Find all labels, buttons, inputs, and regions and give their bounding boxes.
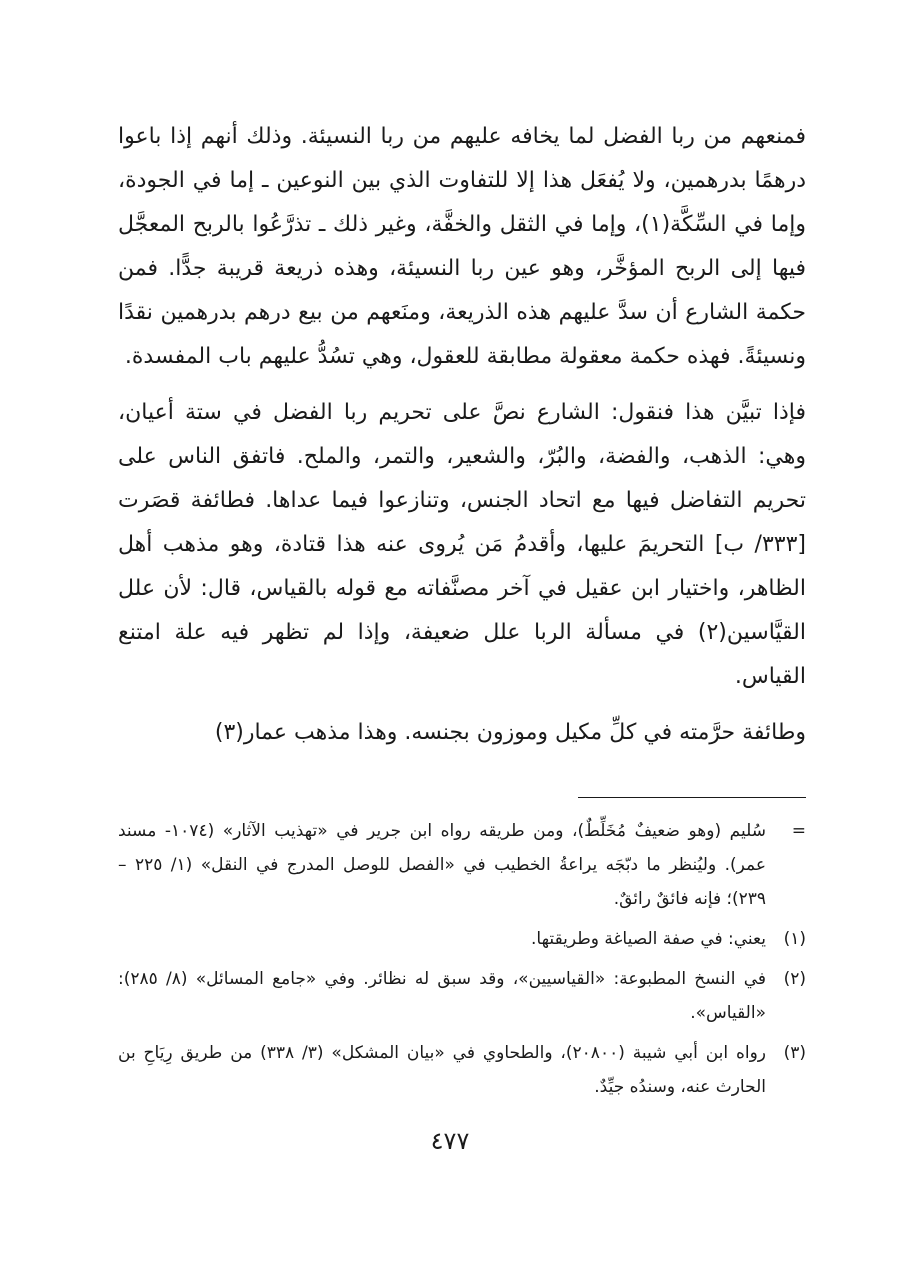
main-text	[118, 115, 806, 755]
footnotes	[118, 814, 806, 1104]
footnote-marker: (١)	[783, 929, 806, 949]
page-number: ٤٧٧	[430, 1127, 470, 1155]
paragraph-riba-fadl-wisdom: فمنعهم من ربا الفضل لما يخافه عليهم من ربا النسيئة. وذلك أنهم إذا باعوا درهمًا بدرهمين، ولا يُفعَل هذا إلا للتفاوت الذي بين النوعين ـ إما في الجودة، وإما في السِّكَّة(١)، وإما في الثقل والخفَّة، وغير ذلك ـ تذرَّعُوا بالربح المعجَّل فيها إلى الربح المؤخَّر، وهو عين ربا النسيئة، وهذه ذريعة قريبة جدًّا. فمن حكمة الشارع أن سدَّ عليهم هذه الذريعة، ومنَعهم من بيع درهم بدرهمين نقدًا ونسيئةً. فهذه حكمة معقولة مطابقة للعقول، وهي تسُدُّ عليهم باب المفسدة.	[118, 124, 806, 369]
footnote-text: يعني: في صفة الصياغة وطريقتها.	[531, 929, 766, 949]
footnote-divider	[578, 797, 806, 798]
footnote-3	[118, 1036, 806, 1104]
footnote-1	[118, 922, 806, 956]
footnote-text: في النسخ المطبوعة: «القياسيين»، وقد سبق له نظائر. وفي «جامع المسائل» (٨/ ٢٨٥): «القياس».	[118, 969, 766, 1023]
footnote-continued	[118, 814, 806, 916]
footnote-marker: =	[791, 821, 806, 841]
footnote-marker: (٢)	[783, 969, 806, 989]
footnote-marker: (٣)	[783, 1043, 806, 1063]
footnote-text: رواه ابن أبي شيبة (٢٠٨٠٠)، والطحاوي في «بيان المشكل» (٣/ ٣٣٨) من طريق رِيَاحِ بن الحارث عنه، وسندُه جيِّدٌ.	[118, 1043, 767, 1097]
footnote-text: سُليم (وهو ضعيفٌ مُخَلِّطٌ)، ومن طريقه رواه ابن جرير في «تهذيب الآثار» (١٠٧٤- مسند عمر). وليُنظر ما دبّجَه يراعةُ الخطيب في «الفصل للوصل المدرج في النقل» (١/ ٢٢٥ – ٢٣٩)؛ فإنه فائقٌ رائقٌ.	[118, 821, 766, 909]
paragraph-measured-weighed: وطائفة حرَّمته في كلِّ مكيل وموزون بجنسه. وهذا مذهب عمار(٣)	[214, 720, 806, 745]
paragraph-six-items: فإذا تبيَّن هذا فنقول: الشارع نصَّ على تحريم ربا الفضل في ستة أعيان، وهي: الذهب، والفضة، والبُرّ، والشعير، والتمر، والملح. فاتفق الناس على تحريم التفاضل فيها مع اتحاد الجنس، وتنازعوا فيما عداها. فطائفة قصَرت [٣٣٣/ ب] التحريمَ عليها، وأقدمُ مَن يُروى عنه هذا قتادة، وهو مذهب أهل الظاهر، واختيار ابن عقيل في آخر مصنَّفاته مع قوله بالقياس، قال: لأن علل القيَّاسين(٢) في مسألة الربا علل ضعيفة، وإذا لم تظهر فيه علة امتنع القياس.	[118, 400, 806, 689]
footnote-2	[118, 962, 806, 1030]
